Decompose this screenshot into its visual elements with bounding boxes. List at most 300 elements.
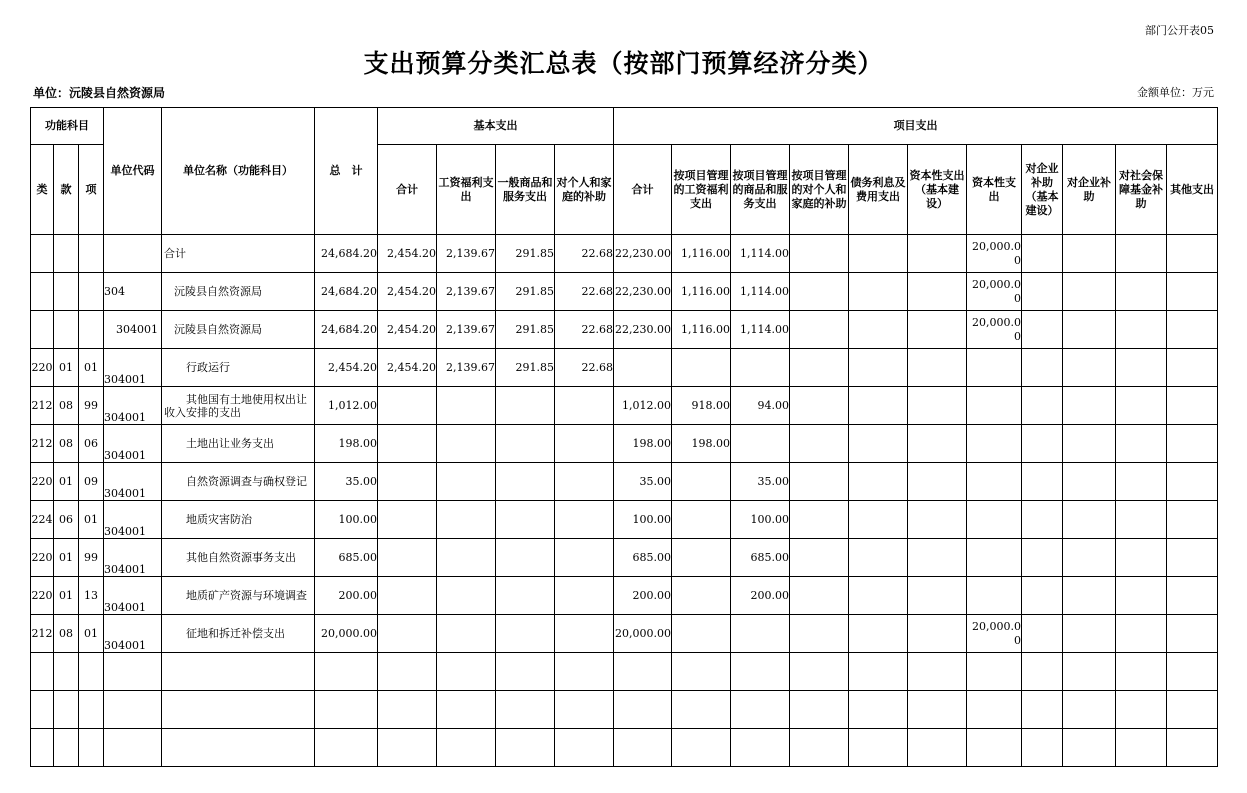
basic-total-cell	[378, 577, 437, 615]
project-enterprise-cell	[1063, 539, 1116, 577]
basic-total-cell	[378, 691, 437, 729]
unit-code-cell	[104, 729, 162, 767]
project-goods-cell: 1,114.00	[731, 235, 790, 273]
project-capital-base-cell	[908, 577, 967, 615]
form-number: 部门公开表05	[1145, 24, 1214, 37]
project-wage-cell	[672, 577, 731, 615]
budget-table	[30, 107, 1218, 767]
project-goods-cell: 1,114.00	[731, 273, 790, 311]
project-capital-cell	[967, 577, 1022, 615]
table-row	[31, 311, 1218, 349]
func-class-cell: 212	[31, 615, 54, 653]
project-social-cell	[1116, 235, 1167, 273]
basic-goods-cell: 291.85	[496, 311, 555, 349]
project-social-cell	[1116, 463, 1167, 501]
func-section-cell	[54, 311, 79, 349]
project-capital-cell	[967, 349, 1022, 387]
basic-goods-cell	[496, 577, 555, 615]
header-basic-goods: 一般商品和服务支出	[496, 145, 555, 235]
project-total-cell: 22,230.00	[614, 311, 672, 349]
func-item-cell: 09	[79, 463, 104, 501]
func-class-cell: 220	[31, 539, 54, 577]
project-capital-base-cell	[908, 729, 967, 767]
project-total-cell: 198.00	[614, 425, 672, 463]
basic-wage-cell	[437, 729, 496, 767]
project-capital-cell: 20,000.00	[967, 273, 1022, 311]
basic-total-cell: 2,454.20	[378, 235, 437, 273]
project-enterprise-cell	[1063, 273, 1116, 311]
project-capital-cell	[967, 691, 1022, 729]
func-item-cell: 99	[79, 539, 104, 577]
total-cell: 100.00	[315, 501, 378, 539]
basic-goods-cell: 291.85	[496, 235, 555, 273]
func-class-cell: 224	[31, 501, 54, 539]
unit-code-cell	[104, 653, 162, 691]
unit-name-cell: 其他国有土地使用权出让收入安排的支出	[162, 387, 315, 425]
func-item-cell	[79, 273, 104, 311]
project-enterprise-cell	[1063, 349, 1116, 387]
func-item-cell: 01	[79, 615, 104, 653]
basic-person-cell: 22.68	[555, 311, 614, 349]
project-enterprise-cell	[1063, 311, 1116, 349]
project-goods-cell	[731, 349, 790, 387]
project-capital-cell: 20,000.00	[967, 311, 1022, 349]
basic-total-cell	[378, 615, 437, 653]
unit-name-cell: 沅陵县自然资源局	[162, 311, 315, 349]
project-enterprise-cell	[1063, 577, 1116, 615]
project-debt-cell	[849, 501, 908, 539]
func-item-cell	[79, 311, 104, 349]
project-goods-cell	[731, 653, 790, 691]
func-class-cell	[31, 729, 54, 767]
unit-name-cell: 地质灾害防治	[162, 501, 315, 539]
project-enterprise-base-cell	[1022, 273, 1063, 311]
project-enterprise-cell	[1063, 463, 1116, 501]
func-section-cell	[54, 235, 79, 273]
project-person-cell	[790, 463, 849, 501]
project-person-cell	[790, 349, 849, 387]
unit-code-cell: 304001	[104, 311, 162, 349]
total-cell	[315, 729, 378, 767]
basic-person-cell	[555, 425, 614, 463]
project-wage-cell	[672, 653, 731, 691]
basic-total-cell	[378, 387, 437, 425]
total-cell	[315, 691, 378, 729]
project-wage-cell: 918.00	[672, 387, 731, 425]
basic-wage-cell	[437, 653, 496, 691]
basic-person-cell: 22.68	[555, 235, 614, 273]
table-row	[31, 273, 1218, 311]
basic-wage-cell	[437, 425, 496, 463]
project-person-cell	[790, 577, 849, 615]
total-cell: 200.00	[315, 577, 378, 615]
header-project-total: 合计	[614, 145, 672, 235]
basic-total-cell: 2,454.20	[378, 273, 437, 311]
project-total-cell: 22,230.00	[614, 273, 672, 311]
project-capital-base-cell	[908, 387, 967, 425]
total-cell: 35.00	[315, 463, 378, 501]
unit-name-cell: 土地出让业务支出	[162, 425, 315, 463]
project-wage-cell: 1,116.00	[672, 235, 731, 273]
header-kuan: 款	[54, 145, 79, 235]
func-class-cell: 212	[31, 425, 54, 463]
basic-person-cell	[555, 691, 614, 729]
basic-goods-cell	[496, 539, 555, 577]
project-other-cell	[1167, 235, 1218, 273]
project-goods-cell	[731, 425, 790, 463]
unit-code-cell: 304001	[104, 501, 162, 539]
basic-person-cell: 22.68	[555, 273, 614, 311]
basic-goods-cell	[496, 615, 555, 653]
project-social-cell	[1116, 311, 1167, 349]
header-lei: 类	[31, 145, 54, 235]
unit-name-cell: 沅陵县自然资源局	[162, 273, 315, 311]
basic-wage-cell: 2,139.67	[437, 273, 496, 311]
header-project-person: 按项目管理的对个人和家庭的补助	[790, 145, 849, 235]
basic-total-cell	[378, 463, 437, 501]
basic-wage-cell: 2,139.67	[437, 235, 496, 273]
func-class-cell	[31, 273, 54, 311]
header-project-wage: 按项目管理的工资福利支出	[672, 145, 731, 235]
unit-code-cell: 304001	[104, 615, 162, 653]
basic-total-cell: 2,454.20	[378, 349, 437, 387]
project-other-cell	[1167, 577, 1218, 615]
total-cell: 24,684.20	[315, 273, 378, 311]
table-row	[31, 729, 1218, 767]
project-goods-cell: 200.00	[731, 577, 790, 615]
func-item-cell: 01	[79, 349, 104, 387]
unit-name-cell	[162, 691, 315, 729]
basic-wage-cell	[437, 615, 496, 653]
basic-goods-cell	[496, 425, 555, 463]
project-debt-cell	[849, 425, 908, 463]
func-item-cell: 13	[79, 577, 104, 615]
func-class-cell: 220	[31, 463, 54, 501]
header-project-social: 对社会保障基金补助	[1116, 145, 1167, 235]
unit-name-cell: 征地和拆迁补偿支出	[162, 615, 315, 653]
project-capital-base-cell	[908, 501, 967, 539]
total-cell: 198.00	[315, 425, 378, 463]
unit-name-cell: 自然资源调查与确权登记	[162, 463, 315, 501]
project-debt-cell	[849, 615, 908, 653]
table-row	[31, 539, 1218, 577]
project-debt-cell	[849, 273, 908, 311]
header-project-enterprise-base: 对企业补助（基本建设）	[1022, 145, 1063, 235]
header-project-debt: 债务利息及费用支出	[849, 145, 908, 235]
project-enterprise-base-cell	[1022, 387, 1063, 425]
table-row	[31, 425, 1218, 463]
project-wage-cell	[672, 539, 731, 577]
basic-total-cell	[378, 653, 437, 691]
header-project-capital: 资本性支出	[967, 145, 1022, 235]
total-cell: 24,684.20	[315, 235, 378, 273]
total-cell: 24,684.20	[315, 311, 378, 349]
basic-goods-cell	[496, 729, 555, 767]
func-section-cell: 08	[54, 615, 79, 653]
project-enterprise-cell	[1063, 501, 1116, 539]
project-debt-cell	[849, 235, 908, 273]
total-cell: 20,000.00	[315, 615, 378, 653]
project-other-cell	[1167, 425, 1218, 463]
header-unit-code: 单位代码	[104, 108, 162, 235]
func-section-cell: 06	[54, 501, 79, 539]
basic-wage-cell	[437, 501, 496, 539]
project-wage-cell	[672, 501, 731, 539]
header-basic-person: 对个人和家庭的补助	[555, 145, 614, 235]
project-capital-base-cell	[908, 425, 967, 463]
total-cell: 1,012.00	[315, 387, 378, 425]
table-row	[31, 615, 1218, 653]
project-wage-cell	[672, 729, 731, 767]
project-enterprise-cell	[1063, 615, 1116, 653]
project-person-cell	[790, 425, 849, 463]
basic-goods-cell	[496, 653, 555, 691]
header-basic: 基本支出	[378, 108, 614, 145]
project-person-cell	[790, 311, 849, 349]
basic-person-cell	[555, 387, 614, 425]
project-capital-cell	[967, 387, 1022, 425]
project-social-cell	[1116, 577, 1167, 615]
unit-name-cell	[162, 653, 315, 691]
project-social-cell	[1116, 653, 1167, 691]
basic-total-cell: 2,454.20	[378, 311, 437, 349]
project-debt-cell	[849, 729, 908, 767]
func-section-cell	[54, 653, 79, 691]
table-row	[31, 653, 1218, 691]
project-enterprise-base-cell	[1022, 539, 1063, 577]
project-debt-cell	[849, 463, 908, 501]
unit-code-cell: 304001	[104, 387, 162, 425]
func-section-cell: 01	[54, 463, 79, 501]
project-capital-base-cell	[908, 615, 967, 653]
header-basic-wage: 工资福利支出	[437, 145, 496, 235]
project-total-cell: 22,230.00	[614, 235, 672, 273]
unit-name-cell: 地质矿产资源与环境调查	[162, 577, 315, 615]
project-other-cell	[1167, 653, 1218, 691]
project-capital-cell	[967, 501, 1022, 539]
project-capital-base-cell	[908, 311, 967, 349]
project-social-cell	[1116, 273, 1167, 311]
func-item-cell	[79, 691, 104, 729]
project-capital-base-cell	[908, 273, 967, 311]
project-goods-cell: 100.00	[731, 501, 790, 539]
basic-person-cell	[555, 539, 614, 577]
func-section-cell: 01	[54, 539, 79, 577]
project-enterprise-base-cell	[1022, 463, 1063, 501]
func-item-cell: 06	[79, 425, 104, 463]
project-other-cell	[1167, 273, 1218, 311]
header-xiang: 项	[79, 145, 104, 235]
project-social-cell	[1116, 539, 1167, 577]
project-total-cell: 100.00	[614, 501, 672, 539]
basic-person-cell: 22.68	[555, 349, 614, 387]
header-project-enterprise: 对企业补助	[1063, 145, 1116, 235]
project-person-cell	[790, 539, 849, 577]
project-person-cell	[790, 653, 849, 691]
basic-wage-cell	[437, 539, 496, 577]
unit-code-cell	[104, 235, 162, 273]
unit-code-cell: 304001	[104, 463, 162, 501]
project-goods-cell: 94.00	[731, 387, 790, 425]
amount-unit-label: 金额单位：万元	[1137, 86, 1214, 99]
unit-label: 单位：沅陵县自然资源局	[33, 86, 166, 100]
project-other-cell	[1167, 615, 1218, 653]
project-social-cell	[1116, 729, 1167, 767]
project-capital-base-cell	[908, 349, 967, 387]
project-enterprise-base-cell	[1022, 235, 1063, 273]
project-social-cell	[1116, 349, 1167, 387]
project-enterprise-cell	[1063, 235, 1116, 273]
func-section-cell	[54, 273, 79, 311]
project-wage-cell: 1,116.00	[672, 311, 731, 349]
project-wage-cell	[672, 615, 731, 653]
project-capital-base-cell	[908, 235, 967, 273]
project-capital-cell	[967, 653, 1022, 691]
basic-person-cell	[555, 729, 614, 767]
header-basic-total: 合计	[378, 145, 437, 235]
project-person-cell	[790, 729, 849, 767]
total-cell: 685.00	[315, 539, 378, 577]
unit-code-cell: 304001	[104, 539, 162, 577]
func-item-cell: 01	[79, 501, 104, 539]
project-wage-cell	[672, 349, 731, 387]
project-other-cell	[1167, 729, 1218, 767]
unit-name-cell: 行政运行	[162, 349, 315, 387]
project-total-cell	[614, 691, 672, 729]
unit-name-cell: 合计	[162, 235, 315, 273]
project-debt-cell	[849, 387, 908, 425]
basic-goods-cell	[496, 501, 555, 539]
func-class-cell: 212	[31, 387, 54, 425]
project-enterprise-base-cell	[1022, 577, 1063, 615]
table-row	[31, 501, 1218, 539]
page-title: 支出预算分类汇总表（按部门预算经济分类）	[363, 49, 884, 78]
basic-person-cell	[555, 653, 614, 691]
project-person-cell	[790, 691, 849, 729]
table-row	[31, 235, 1218, 273]
basic-person-cell	[555, 615, 614, 653]
project-debt-cell	[849, 349, 908, 387]
basic-wage-cell	[437, 577, 496, 615]
header-project: 项目支出	[614, 108, 1218, 145]
func-class-cell	[31, 311, 54, 349]
project-debt-cell	[849, 539, 908, 577]
project-debt-cell	[849, 691, 908, 729]
project-goods-cell: 685.00	[731, 539, 790, 577]
func-section-cell	[54, 729, 79, 767]
project-enterprise-base-cell	[1022, 349, 1063, 387]
project-other-cell	[1167, 501, 1218, 539]
project-person-cell	[790, 273, 849, 311]
func-section-cell: 08	[54, 425, 79, 463]
project-enterprise-base-cell	[1022, 425, 1063, 463]
project-debt-cell	[849, 311, 908, 349]
total-cell: 2,454.20	[315, 349, 378, 387]
unit-code-cell: 304001	[104, 349, 162, 387]
project-enterprise-cell	[1063, 387, 1116, 425]
header-project-goods: 按项目管理的商品和服务支出	[731, 145, 790, 235]
func-section-cell	[54, 691, 79, 729]
basic-person-cell	[555, 577, 614, 615]
basic-goods-cell: 291.85	[496, 349, 555, 387]
basic-wage-cell: 2,139.67	[437, 311, 496, 349]
basic-person-cell	[555, 463, 614, 501]
project-person-cell	[790, 235, 849, 273]
project-person-cell	[790, 501, 849, 539]
project-capital-cell: 20,000.00	[967, 615, 1022, 653]
header-unit-name: 单位名称（功能科目）	[162, 108, 315, 235]
project-social-cell	[1116, 615, 1167, 653]
project-total-cell: 1,012.00	[614, 387, 672, 425]
func-class-cell	[31, 691, 54, 729]
project-enterprise-cell	[1063, 653, 1116, 691]
project-total-cell	[614, 653, 672, 691]
project-enterprise-base-cell	[1022, 311, 1063, 349]
func-item-cell: 99	[79, 387, 104, 425]
project-person-cell	[790, 387, 849, 425]
basic-goods-cell	[496, 463, 555, 501]
project-social-cell	[1116, 387, 1167, 425]
func-class-cell: 220	[31, 577, 54, 615]
project-goods-cell	[731, 691, 790, 729]
project-total-cell: 35.00	[614, 463, 672, 501]
total-cell	[315, 653, 378, 691]
basic-wage-cell: 2,139.67	[437, 349, 496, 387]
project-wage-cell: 198.00	[672, 425, 731, 463]
project-social-cell	[1116, 691, 1167, 729]
func-section-cell: 08	[54, 387, 79, 425]
basic-goods-cell	[496, 387, 555, 425]
project-social-cell	[1116, 501, 1167, 539]
func-class-cell	[31, 653, 54, 691]
project-enterprise-base-cell	[1022, 501, 1063, 539]
project-total-cell: 200.00	[614, 577, 672, 615]
unit-code-cell: 304	[104, 273, 162, 311]
basic-wage-cell	[437, 463, 496, 501]
project-capital-base-cell	[908, 463, 967, 501]
project-capital-cell	[967, 539, 1022, 577]
header-project-capital-base: 资本性支出（基本建设）	[908, 145, 967, 235]
table-row	[31, 387, 1218, 425]
project-goods-cell: 35.00	[731, 463, 790, 501]
func-item-cell	[79, 235, 104, 273]
project-capital-cell: 20,000.00	[967, 235, 1022, 273]
project-enterprise-base-cell	[1022, 691, 1063, 729]
basic-goods-cell: 291.85	[496, 273, 555, 311]
func-item-cell	[79, 653, 104, 691]
project-capital-cell	[967, 463, 1022, 501]
table-row	[31, 463, 1218, 501]
project-other-cell	[1167, 387, 1218, 425]
project-social-cell	[1116, 425, 1167, 463]
basic-person-cell	[555, 501, 614, 539]
project-enterprise-cell	[1063, 729, 1116, 767]
basic-total-cell	[378, 729, 437, 767]
unit-name-cell	[162, 729, 315, 767]
project-total-cell: 685.00	[614, 539, 672, 577]
project-capital-base-cell	[908, 691, 967, 729]
unit-name-cell: 其他自然资源事务支出	[162, 539, 315, 577]
project-goods-cell	[731, 615, 790, 653]
header-total: 总 计	[315, 108, 378, 235]
basic-wage-cell	[437, 691, 496, 729]
basic-goods-cell	[496, 691, 555, 729]
project-wage-cell	[672, 691, 731, 729]
project-enterprise-base-cell	[1022, 615, 1063, 653]
project-other-cell	[1167, 311, 1218, 349]
project-capital-base-cell	[908, 539, 967, 577]
func-section-cell: 01	[54, 577, 79, 615]
